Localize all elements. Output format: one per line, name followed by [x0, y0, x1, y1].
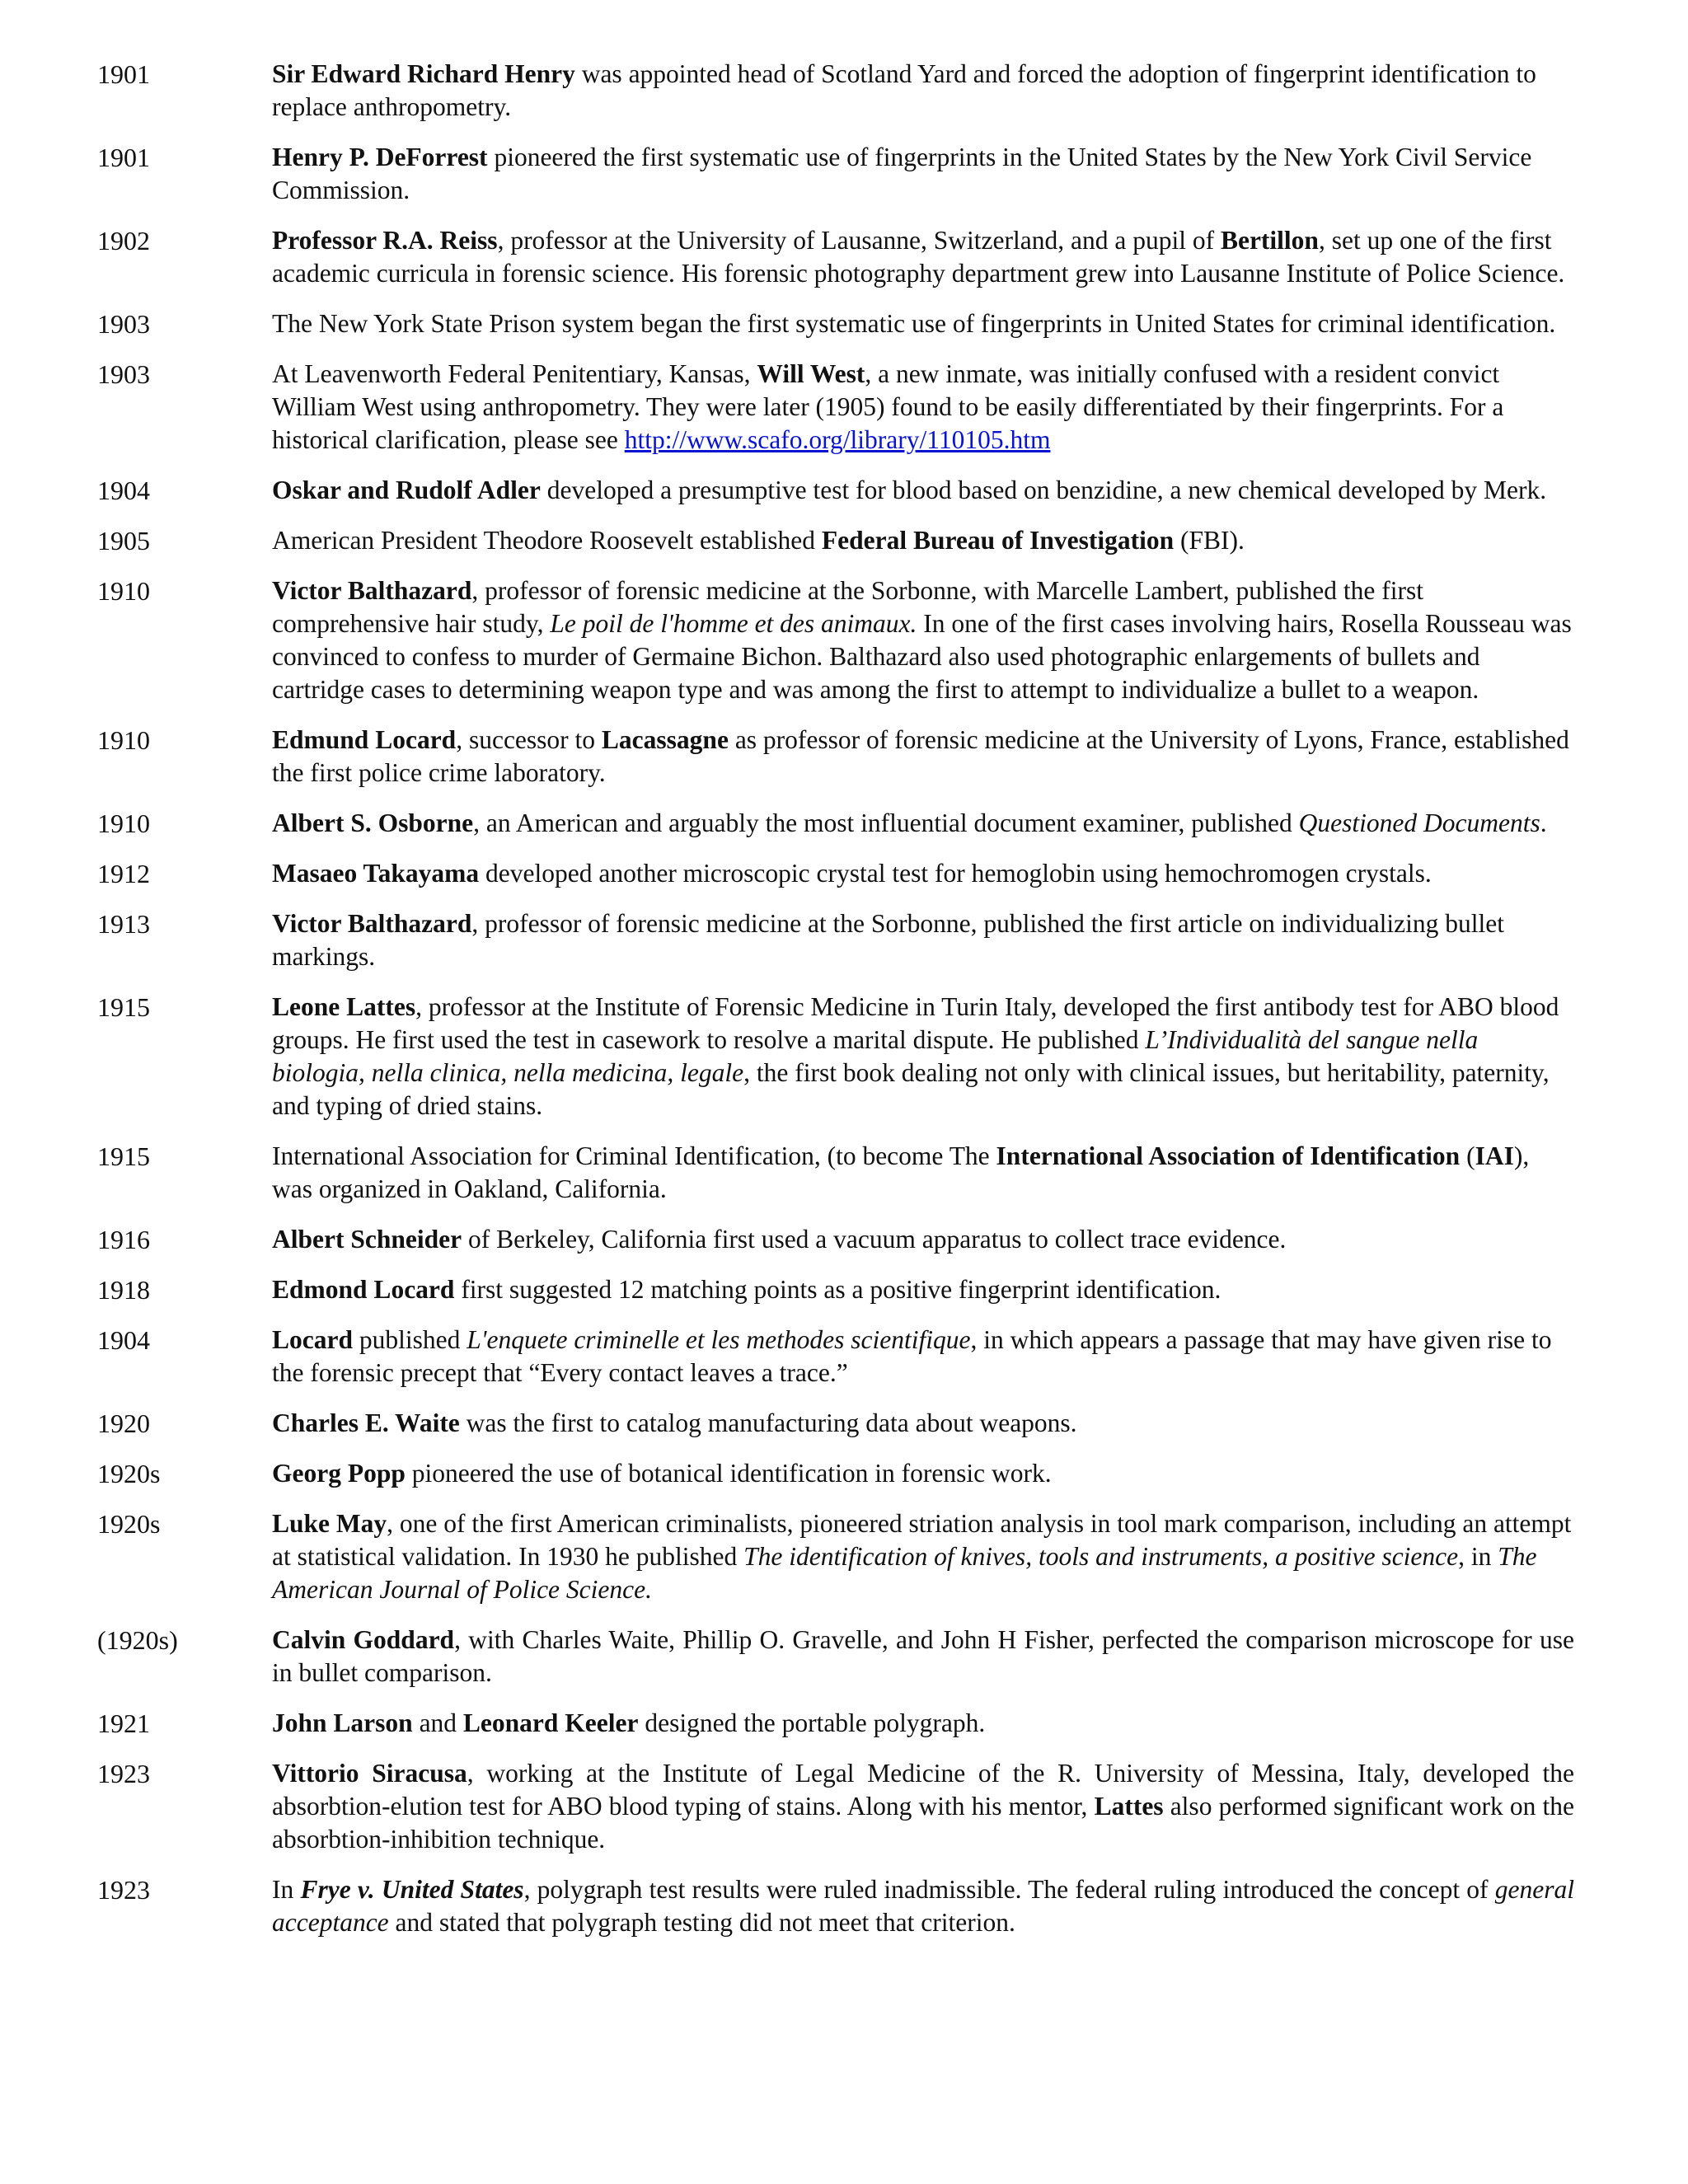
bold-name: Georg Popp: [272, 1459, 406, 1488]
bold-name: John Larson: [272, 1708, 413, 1737]
bold-name: Albert Schneider: [272, 1225, 462, 1254]
entry-text: ), was organized in Oakland, California.: [272, 1141, 1530, 1203]
bold-name: Masaeo Takayama: [272, 859, 480, 888]
entry-description: [272, 1407, 1574, 1440]
timeline-entry: [0, 1707, 1688, 1740]
entry-text: .: [1540, 808, 1547, 837]
entry-year: 1920s: [97, 1459, 161, 1488]
entry-description: [272, 574, 1574, 706]
bold-name: Sir Edward Richard Henry: [272, 59, 575, 88]
entry-description: [272, 474, 1574, 507]
entry-description: [272, 1507, 1574, 1606]
entry-text: pioneered the use of botanical identification in forensic work.: [405, 1459, 1052, 1488]
bold-name: Locard: [272, 1325, 353, 1354]
bold-name: Vittorio Siracusa: [272, 1759, 467, 1788]
bold-name: Calvin Goddard: [272, 1625, 455, 1654]
entry-year: 1920s: [97, 1509, 161, 1539]
entry-text: , set up one of the first academic curricula in forensic science. His forensic photography department grew into Lausanne Institute of Police Science.: [272, 226, 1565, 288]
entry-description: [272, 807, 1574, 840]
timeline-entry: [0, 1757, 1688, 1856]
case-name: [300, 1875, 523, 1904]
entry-text: developed another microscopic crystal test for hemoglobin using hemochromogen crystals.: [479, 859, 1432, 888]
italic-title: general acceptance: [272, 1875, 1574, 1937]
entry-text: , professor at the Institute of Forensic Medicine in Turin Italy, developed the first antibody test for ABO blood groups. He first used the test in casework to resolve a marital dispute. He published: [272, 992, 1559, 1054]
entry-text: American President Theodore Roosevelt established: [272, 526, 822, 555]
entry-text: also performed significant work on the absorbtion-inhibition technique.: [272, 1792, 1574, 1854]
timeline-entry: [0, 857, 1688, 890]
bold-name: Leonard Keeler: [462, 1708, 639, 1737]
timeline-entry: [0, 1624, 1688, 1690]
bold-name: Victor Balthazard: [272, 576, 472, 605]
entry-text: was appointed head of Scotland Yard and forced the adoption of fingerprint identification to replace anthropometry.: [272, 59, 1536, 121]
entry-year: 1923: [97, 1875, 150, 1905]
bold-name: Edmond Locard: [272, 1275, 455, 1304]
entry-year: 1902: [97, 226, 150, 255]
timeline-entry: [0, 141, 1688, 207]
entry-description: [272, 141, 1574, 207]
timeline-entry: [0, 1873, 1688, 1939]
timeline-entry: [0, 907, 1688, 973]
entry-description: [272, 58, 1574, 124]
entry-year: 1901: [97, 143, 150, 172]
entry-text: of Berkeley, California first used a vacuum apparatus to collect trace evidence.: [462, 1225, 1287, 1254]
entry-year: 1915: [97, 992, 150, 1022]
entry-year: 1904: [97, 1325, 150, 1355]
timeline-entry: [0, 724, 1688, 790]
italic-title: Questioned Documents: [1298, 808, 1540, 837]
entry-year: 1904: [97, 476, 150, 505]
timeline-entry: [0, 1140, 1688, 1206]
entry-text: , the first book dealing not only with clinical issues, but heritability, paternity, and typing of dried stains.: [272, 1058, 1550, 1120]
bold-name: Oskar and Rudolf Adler: [272, 476, 541, 504]
timeline-entry: [0, 524, 1688, 557]
entry-description: [272, 1324, 1574, 1390]
timeline-entry: [0, 474, 1688, 507]
entry-year: 1901: [97, 59, 150, 89]
italic-title: Le poil de l'homme et des animaux.: [550, 609, 917, 638]
entry-text: and stated that polygraph testing did not meet that criterion.: [388, 1908, 1015, 1937]
entry-year: 1920: [97, 1408, 150, 1438]
bold-name: IAI: [1475, 1141, 1514, 1170]
entry-text: was the first to catalog manufacturing data about weapons.: [459, 1408, 1077, 1437]
entry-text: , polygraph test results were ruled inadmissible. The federal ruling introduced the concept of: [523, 1875, 1495, 1904]
entry-text: as professor of forensic medicine at the University of Lyons, France, established the first police crime laboratory.: [272, 725, 1569, 787]
case-name-text: Frye v. United States: [300, 1875, 524, 1904]
entry-description: [272, 1457, 1574, 1490]
italic-title: The identification of knives, tools and instruments, a positive science: [743, 1542, 1459, 1571]
timeline-entry: [0, 991, 1688, 1122]
entry-year: 1910: [97, 725, 150, 755]
bold-name: Lacassagne: [601, 725, 729, 754]
entry-text: , with Charles Waite, Phillip O. Gravelle, and John H Fisher, perfected the comparison microscope for use in bullet comparison.: [272, 1625, 1574, 1687]
italic-title: L'enquete criminelle et les methodes scientifique: [467, 1325, 971, 1354]
bold-name: Federal Bureau of Investigation: [821, 526, 1175, 555]
entry-text: , a new inmate, was initially confused with a resident convict William West using anthropometry. They were later (1905) found to be easily differentiated by their fingerprints. For a historical clarification, please see: [272, 359, 1504, 454]
entry-description: [272, 1273, 1574, 1306]
bold-name: Bertillon: [1220, 226, 1319, 255]
bold-name: Edmund Locard: [272, 725, 457, 754]
entry-text: International Association for Criminal Identification, (to become The: [272, 1141, 996, 1170]
entry-text: , an American and arguably the most influential document examiner, published: [473, 808, 1299, 837]
entry-description: [272, 991, 1574, 1122]
entry-year: 1918: [97, 1275, 150, 1305]
entry-text: In one of the first cases involving hairs, Rosella Rousseau was convinced to confess to murder of Germaine Bichon. Balthazard also used photographic enlargements of bullets and cartridge cases to determining weapon type and was among the first to attempt to individualize a bullet to a weapon.: [272, 609, 1572, 704]
entry-text: (: [1460, 1141, 1475, 1170]
bold-name: Luke May: [272, 1509, 387, 1538]
entry-description: [272, 358, 1574, 457]
entry-description: [272, 1873, 1574, 1939]
timeline-entry: [0, 358, 1688, 457]
timeline-entry: [0, 807, 1688, 840]
bold-name: Lattes: [1094, 1792, 1164, 1821]
entry-year: (1920s): [97, 1625, 178, 1655]
entry-description: [272, 1707, 1574, 1740]
entry-description: [272, 224, 1574, 290]
entry-year: 1903: [97, 309, 150, 339]
timeline-entry: [0, 307, 1688, 340]
entry-text: , one of the first American criminalists, pioneered striation analysis in tool mark comparison, including an attempt at statistical validation. In 1930 he published: [272, 1509, 1572, 1571]
entry-description: [272, 724, 1574, 790]
bold-name: Professor R.A. Reiss: [272, 226, 498, 255]
bold-name: Victor Balthazard: [272, 909, 472, 938]
entry-text: , professor of forensic medicine at the Sorbonne, with Marcelle Lambert, published the first comprehensive hair study,: [272, 576, 1424, 638]
timeline-entry: [0, 1507, 1688, 1606]
entry-text: and: [412, 1708, 463, 1737]
entry-year: 1913: [97, 909, 150, 939]
italic-title: The American Journal of Police Science.: [272, 1542, 1537, 1604]
bold-name: International Association of Identification: [996, 1141, 1461, 1170]
timeline-entry: [0, 1457, 1688, 1490]
entry-year: 1910: [97, 808, 150, 838]
entry-text: published: [353, 1325, 467, 1354]
italic-title: L’Individualità del sangue nella biologia, nella clinica, nella medicina, legale: [272, 1025, 1479, 1087]
bold-name: Will West: [757, 359, 865, 388]
entry-text: , working at the Institute of Legal Medicine of the R. University of Messina, Italy, developed the absorbtion-elution test for ABO blood typing of stains. Along with his mentor,: [272, 1759, 1574, 1821]
bold-name: Leone Lattes: [272, 992, 416, 1021]
entry-description: [272, 907, 1574, 973]
entry-year: 1921: [97, 1708, 150, 1738]
timeline-entry: [0, 224, 1688, 290]
entry-text: At Leavenworth Federal Penitentiary, Kansas,: [272, 359, 757, 388]
timeline-entry: [0, 58, 1688, 124]
entry-year: 1910: [97, 576, 150, 606]
entry-year: 1923: [97, 1759, 150, 1788]
timeline-entry: [0, 1407, 1688, 1440]
timeline-entry: [0, 574, 1688, 706]
entry-year: 1905: [97, 526, 150, 555]
entry-description: [272, 1140, 1574, 1206]
entry-text: , in: [1458, 1542, 1498, 1571]
entry-year: 1915: [97, 1141, 150, 1171]
timeline-list: [0, 58, 1688, 1957]
bold-name: Albert S. Osborne: [272, 808, 474, 837]
bold-name: Charles E. Waite: [272, 1408, 460, 1437]
entry-description: [272, 1624, 1574, 1690]
entry-text: pioneered the first systematic use of fingerprints in the United States by the New York Civil Service Commission.: [272, 143, 1532, 204]
entry-year: 1912: [97, 859, 150, 888]
entry-text: developed a presumptive test for blood based on benzidine, a new chemical developed by Merk.: [540, 476, 1547, 504]
entry-text: , in which appears a passage that may have given rise to the forensic precept that “Every contact leaves a trace.”: [272, 1325, 1552, 1387]
entry-text: designed the portable polygraph.: [638, 1708, 986, 1737]
entry-year: 1903: [97, 359, 150, 389]
entry-text: , professor of forensic medicine at the Sorbonne, published the first article on individualizing bullet markings.: [272, 909, 1505, 971]
entry-description: [272, 524, 1574, 557]
timeline-entry: [0, 1273, 1688, 1306]
bold-name: Henry P. DeForrest: [272, 143, 488, 171]
entry-description: [272, 1223, 1574, 1256]
entry-text: (FBI).: [1174, 526, 1245, 555]
entry-description: [272, 1757, 1574, 1856]
entry-text: , professor at the University of Lausanne, Switzerland, and a pupil of: [497, 226, 1221, 255]
entry-year: 1916: [97, 1225, 150, 1254]
reference-link[interactable]: http://www.scafo.org/library/110105.htm: [624, 425, 1051, 454]
entry-text: The New York State Prison system began the first systematic use of fingerprints in United States for criminal identification.: [272, 309, 1556, 338]
timeline-entry: [0, 1223, 1688, 1256]
entry-text: In: [272, 1875, 301, 1904]
entry-text: first suggested 12 matching points as a positive fingerprint identification.: [454, 1275, 1221, 1304]
entry-description: [272, 857, 1574, 890]
entry-description: [272, 307, 1574, 340]
entry-text: , successor to: [456, 725, 602, 754]
timeline-entry: [0, 1324, 1688, 1390]
